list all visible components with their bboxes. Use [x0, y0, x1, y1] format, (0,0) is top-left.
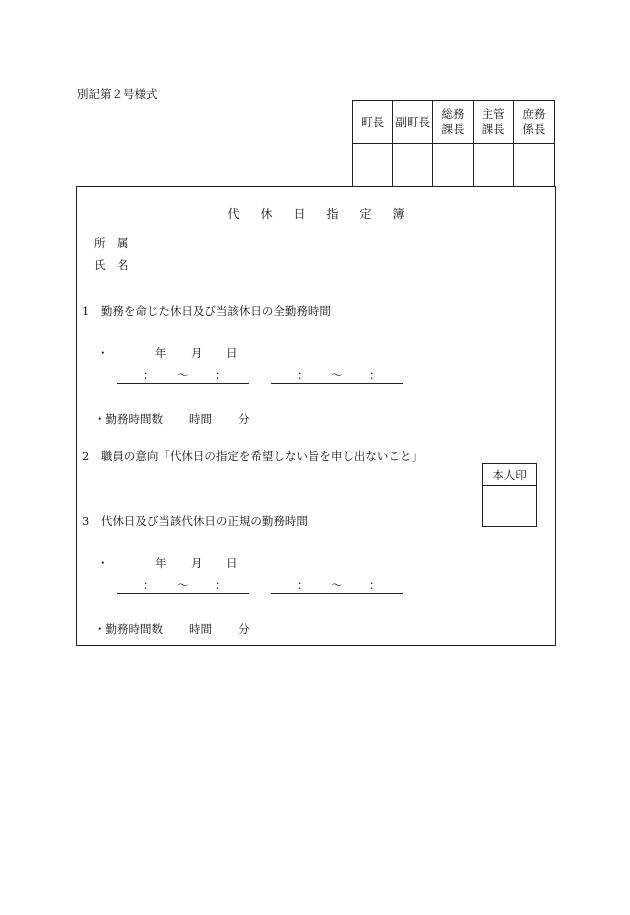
approval-header-deputy-mayor: 副町長: [393, 101, 433, 144]
approval-header-department-chief: 主管 課長: [474, 101, 514, 144]
approval-stamp-table: [352, 100, 555, 187]
section1-colon-start-2: ：: [297, 368, 309, 382]
section3-hour-unit: 時間: [189, 622, 212, 636]
section3-day-label: 日: [226, 556, 238, 570]
section3-bullet: ・: [97, 556, 109, 570]
section1-heading: 1 勤務を命じた休日及び当該休日の全勤務時間: [82, 304, 331, 318]
section1-time-range-1[interactable]: [117, 367, 249, 384]
form-number-label: 別記第２号様式: [77, 87, 158, 101]
approval-stamp-cell-general-affairs-chief[interactable]: [433, 144, 473, 186]
form-frame: [76, 186, 556, 646]
section3-colon-end-2: ：: [369, 578, 381, 592]
section3-tilde-1: ～: [177, 578, 189, 592]
section3-tilde-2: ～: [331, 578, 343, 592]
section3-time-range-2[interactable]: [271, 577, 403, 594]
section1-colon-end-2: ：: [369, 368, 381, 382]
approval-stamp-cell-clerical-head[interactable]: [514, 144, 554, 186]
section2-heading: 2 職員の意向「代休日の指定を希望しない旨を申し出ないこと」: [82, 449, 423, 463]
section1-colon-start-1: ：: [143, 368, 155, 382]
approval-header-clerical-head: 庶務 係長: [514, 101, 554, 144]
section3-year-label: 年: [155, 556, 167, 570]
section3-hours-label: ・勤務時間数: [94, 622, 163, 636]
section1-hours-label: ・勤務時間数: [94, 412, 163, 426]
section1-colon-end-1: ：: [215, 368, 227, 382]
affiliation-label: 所 属: [94, 236, 129, 250]
approval-stamp-cell-department-chief[interactable]: [474, 144, 514, 186]
section3-minute-unit: 分: [238, 622, 250, 636]
section1-tilde-2: ～: [331, 368, 343, 382]
section1-time-range-2[interactable]: [271, 367, 403, 384]
approval-stamp-cell-deputy-mayor[interactable]: [393, 144, 433, 186]
section1-bullet: ・: [97, 346, 109, 360]
document-title: 代休日指定簿: [227, 207, 426, 221]
section3-colon-end-1: ：: [215, 578, 227, 592]
section1-tilde-1: ～: [177, 368, 189, 382]
section3-colon-start-1: ：: [143, 578, 155, 592]
personal-seal-box[interactable]: [482, 463, 537, 527]
section1-year-label: 年: [155, 346, 167, 360]
approval-header-mayor: 町長: [353, 101, 393, 144]
name-label: 氏 名: [94, 258, 129, 272]
section3-heading: 3 代休日及び当該代休日の正規の勤務時間: [82, 514, 308, 528]
section1-day-label: 日: [226, 346, 238, 360]
section3-colon-start-2: ：: [297, 578, 309, 592]
approval-stamp-cell-mayor[interactable]: [353, 144, 393, 186]
section3-time-range-1[interactable]: [117, 577, 249, 594]
approval-header-general-affairs-chief: 総務 課長: [433, 101, 473, 144]
personal-seal-label: 本人印: [483, 464, 536, 486]
section1-minute-unit: 分: [238, 412, 250, 426]
section1-hour-unit: 時間: [189, 412, 212, 426]
section3-month-label: 月: [191, 556, 203, 570]
section1-month-label: 月: [191, 346, 203, 360]
